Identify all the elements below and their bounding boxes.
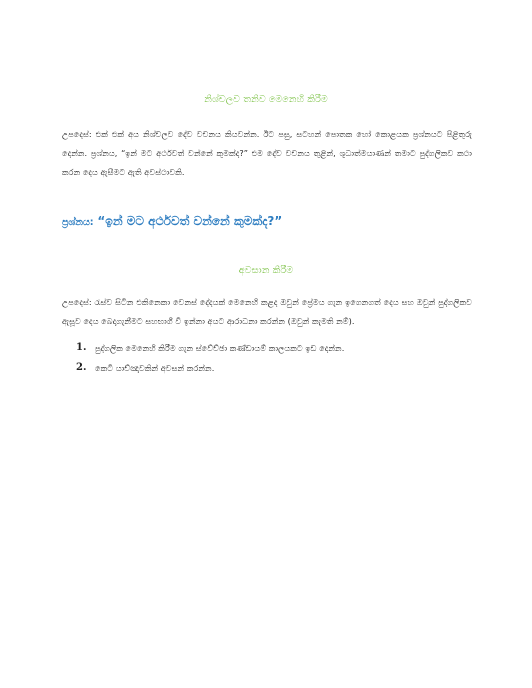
question-line bbox=[62, 214, 482, 229]
instructions-paragraph-2: උපදෙස්: රැස්ව සිටින එකිනෙකා වෙනස් දේදයක් මෙනෙහි කළද ඔවුන් ප්‍රේමය ගැන ඉගෙනගත් දෙය සහ ඔවුන් පුද්ගලිකව ඇසූව දෙය බෙදාගැනීමට සහභාගී වී ඉන්නා අයට ආරාධනා කරන්න (ඔවුන් කැමති නම්). bbox=[62, 297, 472, 326]
section-heading-closing: අවසාන කිරීම bbox=[238, 265, 294, 276]
list-item-number: 1. bbox=[76, 342, 87, 353]
list-item-text: කෙටි යාච්ඤාවකින් අවසන් කරන්න. bbox=[95, 363, 215, 373]
instructions-paragraph-1: උපදෙස්: එක් එක් අය නිශ්චලව දේව වචනය කියවන්න. ඊට පසු, සටහන් පොතක හෝ කොළයක ප්‍රශ්නයට පිළිතුරු දෙන්න. ප්‍රශ්නය, “ඉන් මට අර්ථවත් වන්නේ කුමක්ද?” එම දේව වචනය තුළින්, ශුධාත්මයාණන් තමාට පුද්ගලිකව කථා කරන දෙය ඇසීමට ඇති අවස්ථාවකි. bbox=[62, 129, 472, 177]
list-item-number: 2. bbox=[76, 362, 87, 373]
list-item bbox=[76, 338, 476, 358]
list-item bbox=[76, 358, 476, 378]
section-heading-meditation: නිශ්චලව තනිව මෙනෙහි කිරීම bbox=[204, 94, 328, 105]
closing-steps-list bbox=[76, 338, 476, 378]
list-item-text: පුද්ගලික මෙනෙහි කිරීම ගැන ස්වේච්ඡා කණ්ඩායම් කාලයකට ඉඩ දෙන්න. bbox=[95, 343, 345, 353]
question-text: “ඉන් මට අර්ථවත් වන්නේ කුමක්ද?” bbox=[97, 214, 283, 228]
question-label: ප්‍රශ්නය: bbox=[62, 217, 94, 228]
